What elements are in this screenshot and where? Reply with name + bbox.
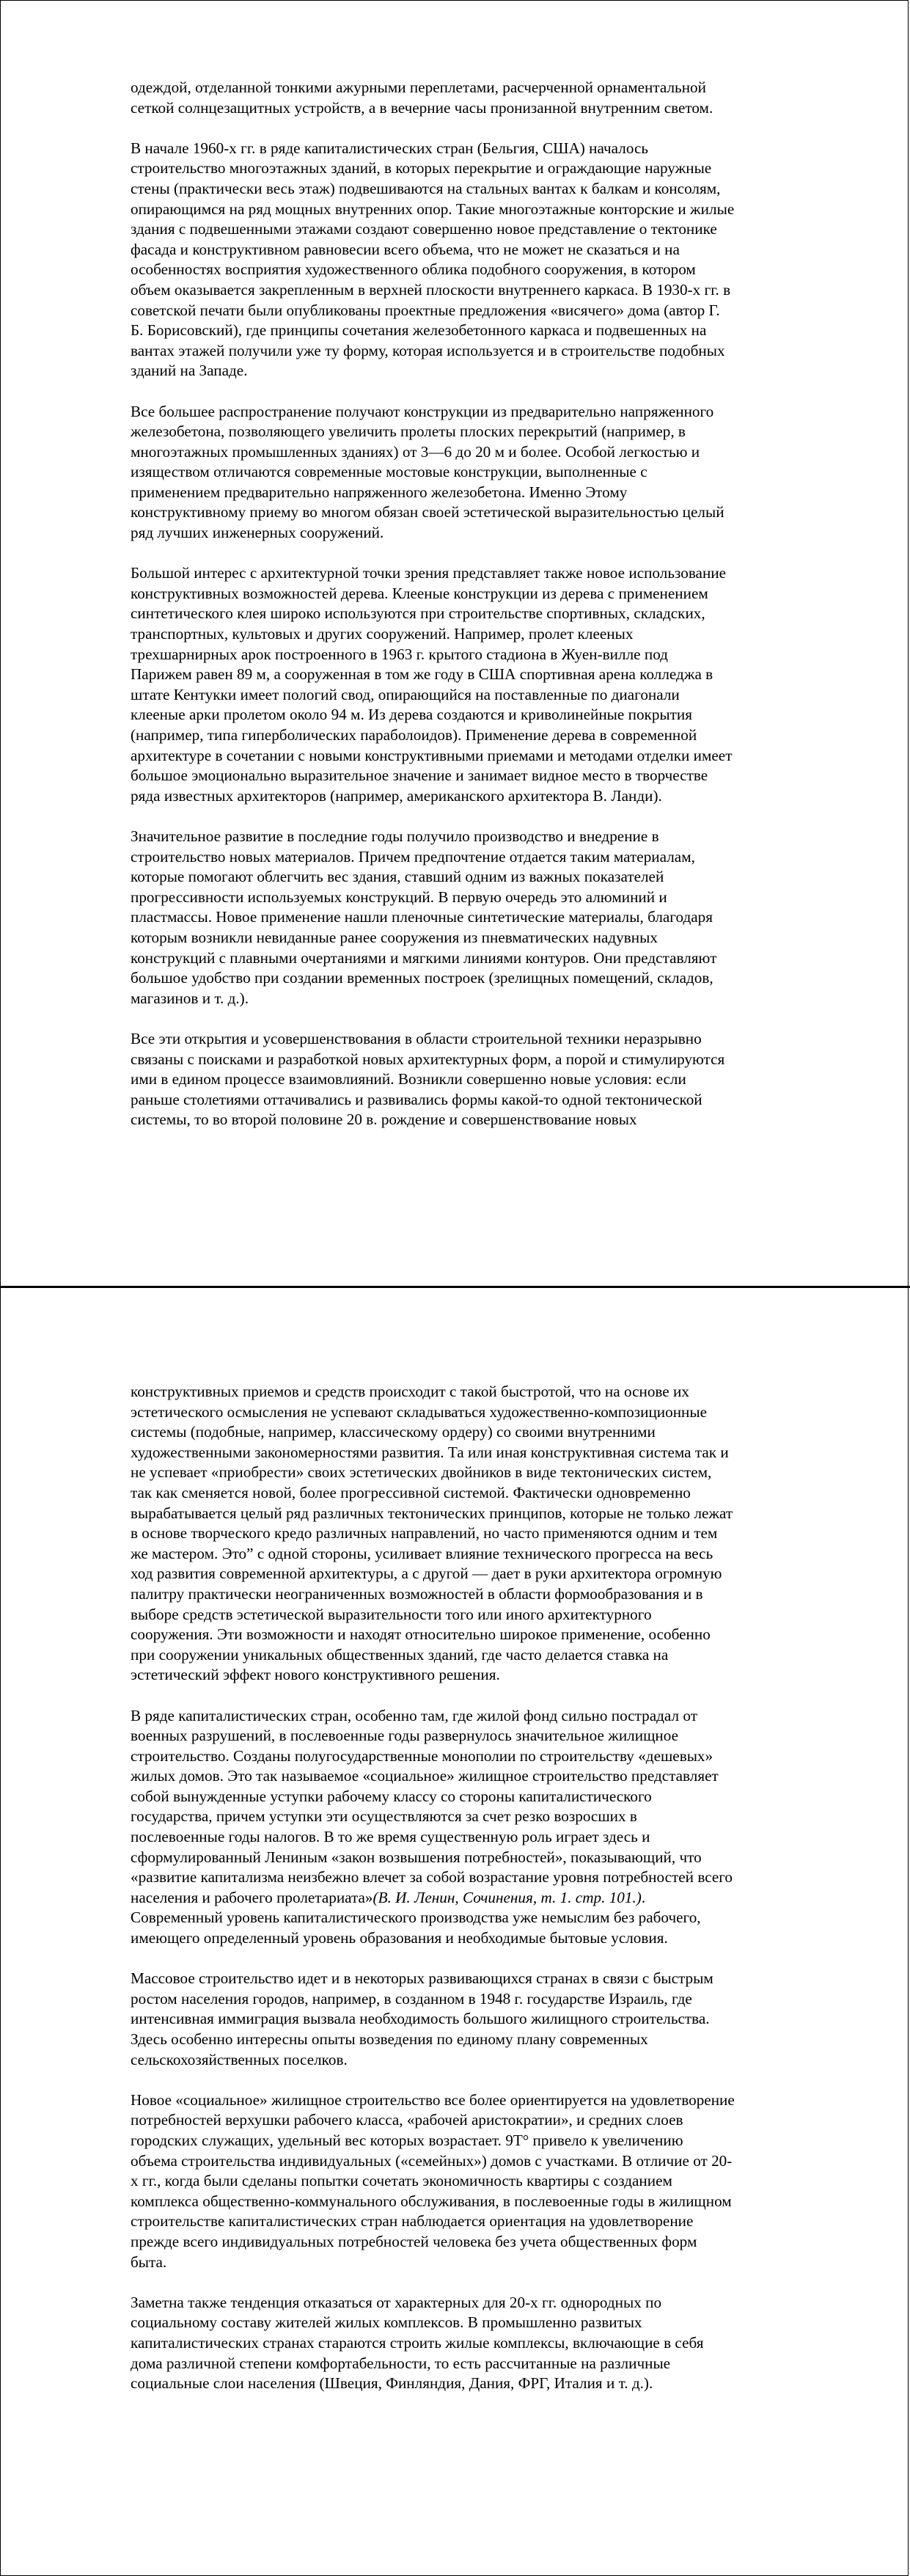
- text-line: Заметна также тенденция отказаться от характерных для 20-х гг. однородных по: [131, 2293, 662, 2311]
- text-line: Б. Борисовский), где принципы сочетания железобетонного каркаса и подвешенных на: [131, 321, 707, 340]
- text-line: военных разрушений, в послевоенные годы развернулось значительное жилищное: [131, 1727, 679, 1745]
- text-line: Значительное развитие в последние годы получило производство и внедрение в: [131, 827, 659, 845]
- text-line: строительство новых материалов. Причем предпочтение отдается таким материалам,: [131, 847, 695, 866]
- text-line: городских служащих, удельный вес которых возрастает. 9Т° привело к увеличению: [131, 2131, 683, 2149]
- text-line: дома различной степени комфортабельности, то есть рассчитанные на различные: [131, 2354, 671, 2372]
- text-line: конструктивному приему во многом обязан своей эстетической выразительностью целый: [131, 503, 724, 522]
- text-line: Парижем равен 89 м, а сооруженная в том же году в США спортивная арена колледжа в: [131, 665, 713, 684]
- text-line: клееные арки пролетом около 94 м. Из дерева создаются и криволинейные покрытия: [131, 706, 693, 724]
- text-line: сформулированный Лениным «закон возвышения потребностей», показывающий, что: [131, 1848, 702, 1866]
- text-line: капиталистических странах стараются строить жилые комплексы, включающие в себя: [131, 2333, 704, 2352]
- text-line: строительство многоэтажных зданий, в которых перекрытие и ограждающие наружные: [131, 159, 712, 178]
- text-line: объема строительства индивидуальных («семейных») домов с участками. В отличие от 20-: [131, 2151, 733, 2170]
- text-line: раньше столетиями оттачивались и развивались формы какой-то одной тектонической: [131, 1090, 702, 1108]
- text-line: железобетона, позволяющего увеличить пролеты плоских перекрытий (например, в: [131, 422, 686, 441]
- text-line: Новое «социальное» жилищное строительство все более ориентируется на удовлетворение: [131, 2090, 735, 2109]
- text-line: синтетического клея широко используются при строительстве спортивных, складских,: [131, 604, 705, 623]
- paragraph: [131, 1969, 783, 2070]
- text-line: В начале 1960-х гг. в ряде капиталистических стран (Бельгия, США) началось: [131, 139, 649, 157]
- text-line: имеющего определенный уровень образования и необходимые бытовые условия.: [131, 1929, 668, 1947]
- text-line: государства, причем уступки эти осуществляются за счет резко возросших в: [131, 1807, 637, 1826]
- citation-trailing-dot: .: [641, 1888, 646, 1906]
- text-line: особенностях восприятия художественного облика подобного сооружения, в котором: [131, 260, 696, 279]
- text-line: социальному составу жителей жилых комплексов. В промышленно развитых: [131, 2313, 642, 2332]
- text-line: фасада и конструктивном равновесии всего объема, что не может не сказаться и на: [131, 240, 680, 258]
- paragraph: [131, 563, 783, 806]
- text-line: большое удобство при создании временных построек (зрелищных помещений, складов,: [131, 969, 713, 987]
- text-line: быта.: [131, 2253, 167, 2271]
- text-line: Здесь особенно интересны опыты возведения по единому плану современных: [131, 2030, 648, 2048]
- text-line: советской печати были опубликованы проектные предложения «висячего» дома (автор Г.: [131, 301, 720, 319]
- text-line: архитектуре в сочетании с новыми конструктивными приемами и методами отделки имеет: [131, 746, 733, 764]
- text-line: конструктивных возможностей дерева. Клееные конструкции из дерева с применением: [131, 584, 708, 602]
- text-line: здания с подвешенными этажами создают совершенно новое представление о тектонике: [131, 220, 717, 238]
- paragraph: [131, 402, 783, 544]
- text-line: х гг., когда были сделаны попытки сочетать экономичность квартиры с созданием: [131, 2172, 672, 2190]
- paragraph: [131, 827, 783, 1009]
- text-line: прежде всего индивидуальных потребностей человека без учета общественных форм: [131, 2232, 697, 2250]
- text-line: транспортных, культовых и других сооружений. Например, пролет клееных: [131, 625, 634, 643]
- text-line: при сооружении уникальных общественных зданий, где часто делается ставка на: [131, 1645, 669, 1664]
- text-line: строительстве капиталистических стран наблюдается ориентация на удовлетворение: [131, 2212, 694, 2231]
- text-line: ими в едином процессе взаимовлияний. Возникли совершенно новые условия: если: [131, 1070, 686, 1088]
- text-line: так как сменяется новой, более прогрессивной системой. Фактически одновременно: [131, 1483, 691, 1501]
- text-line: которым возникли невиданные ранее сооружения из пневматических надувных: [131, 928, 658, 946]
- text-line: Современный уровень капиталистического производства уже немыслим без рабочего,: [131, 1909, 701, 1927]
- text-line: комплекса общественно-коммунального обслуживания, в послевоенные годы в жилищном: [131, 2192, 732, 2210]
- text-line: сеткой солнцезащитных устройств, а в вечерние часы пронизанной внутренним светом.: [131, 98, 713, 117]
- text-line: строительство. Созданы полугосударственные монополии по строительству «дешевых»: [131, 1746, 713, 1765]
- text-line: вырабатывается целый ряд различных тектонических принципов, которые не только лежат: [131, 1504, 733, 1522]
- page-1-text: [131, 78, 783, 1130]
- text-line: потребностей верхушки рабочего класса, «рабочей аристократии», и средних слоев: [131, 2111, 683, 2129]
- text-line: вантах этажей получили уже ту форму, которая используется и в строительстве подобных: [131, 341, 725, 359]
- lenin-citation: (В. И. Ленин, Сочинения, т. 1. стр. 101.): [373, 1888, 642, 1906]
- paragraph: [131, 1706, 783, 1949]
- text-line: собой вынужденные уступки рабочему классу со стороны капиталистического: [131, 1787, 652, 1805]
- text-line: эстетический эффект нового конструктивного решения.: [131, 1666, 500, 1684]
- text-line: конструкций с плавными очертаниями и мягкими линиями контуров. Они представляют: [131, 948, 717, 967]
- text-line: ростом населения городов, например, в созданном в 1948 г. государстве Израиль, где: [131, 1989, 692, 2008]
- text-line: пластмассы. Новое применение нашли пленочные синтетические материалы, благодаря: [131, 908, 713, 926]
- text-line: многоэтажных промышленных зданиях) от 3—6 до 20 м и более. Особой легкостью и: [131, 442, 700, 461]
- text-line: ряда известных архитекторов (например, американского архитектора В. Ланди).: [131, 786, 662, 805]
- text-line: Массовое строительство идет и в некоторых развивающихся странах в связи с быстрым: [131, 1969, 713, 1988]
- text-line: конструктивных приемов и средств происходит с такой быстротой, что на основе их: [131, 1383, 689, 1400]
- paragraph: [131, 2293, 783, 2394]
- text-line: социальные слои населения (Швеция, Финляндия, Дания, ФРГ, Италия и т. д.).: [131, 2374, 653, 2393]
- text-line: штате Кентукки имеет пологий свод, опирающийся на поставленные по диагонали: [131, 685, 680, 703]
- text-line: Все эти открытия и усовершенствования в области строительной техники неразрывно: [131, 1029, 702, 1047]
- document-page-1: [0, 0, 909, 1287]
- page-2-text: [131, 1382, 783, 2394]
- text-line: не успевает «приобрести» своих эстетических двойников в виде тектонических систем,: [131, 1463, 712, 1482]
- text-line: художественными закономерностями развития. Та или иная конструктивная система так и: [131, 1443, 729, 1461]
- text-line: трехшарнирных арок построенного в 1963 г. крытого стадиона в Жуен-вилле под: [131, 645, 668, 663]
- text-line: Большой интерес с архитектурной точки зрения представляет также новое использование: [131, 564, 727, 582]
- document-page-2: [0, 1287, 909, 2576]
- text-line: опирающимся на ряд мощных внутренних опор. Такие многоэтажные конторские и жилые: [131, 200, 735, 218]
- text-line: Все большее распространение получают конструкции из предварительно напряженного: [131, 402, 714, 420]
- text-line: ход развития современной архитектуры, а с другой — дает в руки архитектора огромную: [131, 1565, 722, 1583]
- text-line: которые помогают облегчить вес здания, ставший одним из важных показателей: [131, 868, 664, 886]
- text-line: выборе средств эстетической выразительности того или иного архитектурного: [131, 1605, 652, 1623]
- text-line: послевоенные годы налогов. В то же время существенную роль играет здесь и: [131, 1828, 650, 1846]
- text-line: В ряде капиталистических стран, особенно там, где жилой фонд сильно пострадал от: [131, 1706, 697, 1724]
- text-line: связаны с поисками и разработкой новых архитектурных форм, а порой и стимулируются: [131, 1050, 725, 1068]
- text-line: сельскохозяйственных поселков.: [131, 2050, 348, 2068]
- text-line: ряд лучших инженерных сооружений.: [131, 524, 384, 542]
- text-line: населения и рабочего пролетариата»: [131, 1888, 373, 1906]
- text-line: «развитие капитализма неизбежно влечет за собой возрастание уровня потребностей всего: [131, 1868, 733, 1887]
- text-line: системы, то во второй половине 20 в. рождение и совершенствование новых: [131, 1110, 637, 1129]
- text-line: одеждой, отделанной тонкими ажурными переплетами, расчерченной орнаментальной: [131, 78, 706, 96]
- text-line: большое эмоционально выразительное значение и занимает видное место в творчестве: [131, 766, 708, 785]
- text-line: применением предварительно напряженного железобетона. Именно Этому: [131, 483, 628, 501]
- text-line: жилых домов. Это так называемое «социальное» жилищное строительство представляет: [131, 1767, 719, 1785]
- text-line: стены (практически весь этаж) подвешиваются на стальных вантах к балкам и консолям,: [131, 179, 721, 197]
- text-line: изяществом отличаются современные мостовые конструкции, выполненные с: [131, 463, 647, 481]
- paragraph: [131, 139, 783, 381]
- paragraph: [131, 78, 783, 118]
- text-line: эстетического осмысления не успевают складываться художественно-композиционные: [131, 1402, 708, 1421]
- paragraph: [131, 2090, 783, 2272]
- text-line: зданий на Западе.: [131, 362, 248, 380]
- text-line: объем оказывается закрепленным в верхней плоскости внутреннего каркаса. В 1930-х гг. в: [131, 280, 731, 299]
- text-line: сооружения. Эти возможности и находят относительно широкое применение, особенно: [131, 1625, 711, 1644]
- paragraph: [131, 1029, 783, 1130]
- text-line: прогрессивности используемых конструкций. В первую очередь это алюминий и: [131, 888, 667, 906]
- text-line: магазинов и т. д.).: [131, 989, 249, 1007]
- text-line: интенсивная иммиграция вызвала необходимость большого жилищного строительства.: [131, 2010, 710, 2028]
- text-line: палитру практически неограниченных возможностей в области формообразования и в: [131, 1584, 703, 1603]
- text-line: же мастером. Это” с одной стороны, усиливает влияние технического прогресса на весь: [131, 1544, 713, 1562]
- paragraph: [131, 1382, 783, 1686]
- text-line: в основе творческого кредо различных направлений, но часто применяются одним и тем: [131, 1524, 718, 1543]
- text-line: (например, типа гиперболических параболоидов). Применение дерева в современной: [131, 726, 697, 744]
- text-line: системы (подобные, например, классическому ордеру) со своими внутренними: [131, 1423, 656, 1441]
